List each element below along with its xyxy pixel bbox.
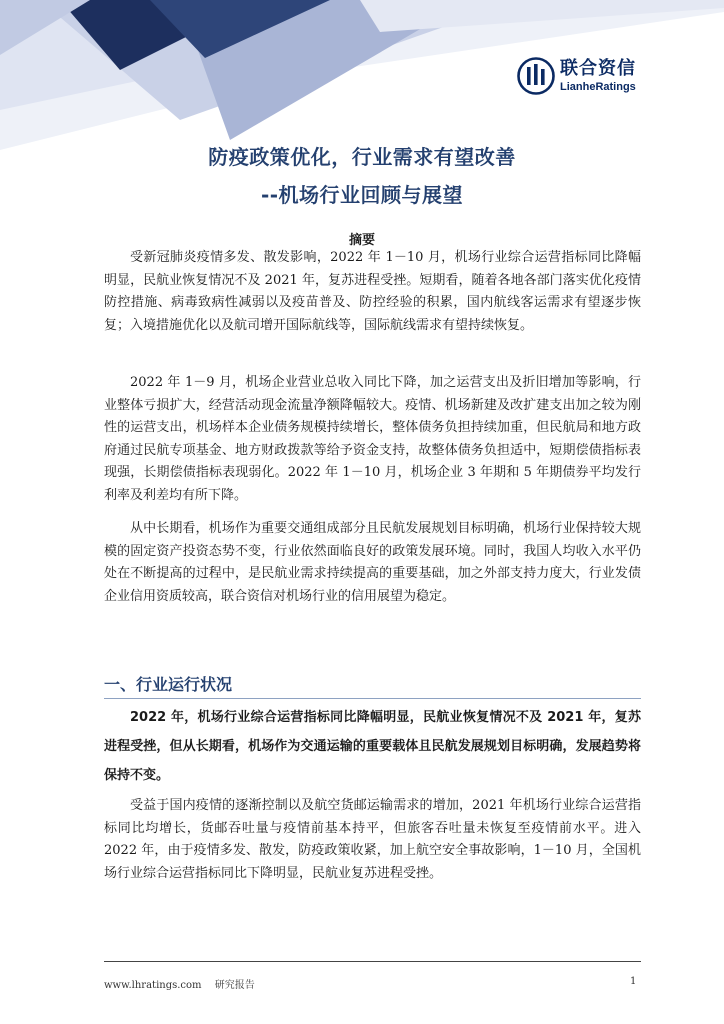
brand-logo [517, 56, 636, 96]
brand-name-cn: 联合资信 [560, 57, 636, 79]
footer-divider [104, 961, 641, 962]
footer-info [104, 976, 265, 991]
footer-doc-type: 研究报告 [214, 980, 255, 991]
section-heading: 一、行业运行状况 [104, 675, 233, 694]
page-number: 1 [630, 976, 637, 987]
report-subtitle: --机场行业回顾与展望 [260, 183, 464, 207]
section-paragraph: 受益于国内疫情的逐渐控制以及航空货邮运输需求的增加，2021 年机场行业综合运营指标同比均增长，货邮吞吐量与疫情前基本持平，但旅客吞吐量未恢复至疫情前水平。进入 2022 年，由于疫情多发、散发，防疫政策收紧，加上航空安全事故影响，1－10 月，全国机场行业综合运营指标同比下降明显，民航业复苏进程受挫。 [104, 798, 641, 881]
abstract-heading: 摘要 [348, 233, 375, 248]
abstract-paragraph: 从中长期看，机场作为重要交通组成部分且民航发展规划目标明确，机场行业保持较大规模的固定资产投资态势不变，行业依然面临良好的政策发展环境。同时，我国人均收入水平仍处在不断提高的过程中，是民航业需求持续提高的重要基础，加之外部支持力度大，行业发债企业信用资质较高，联合资信对机场行业的信用展望为稳定。 [104, 521, 641, 604]
abstract-paragraph: 受新冠肺炎疫情多发、散发影响，2022 年 1－10 月，机场行业综合运营指标同比降幅明显，民航业恢复情况不及 2021 年，复苏进程受挫。短期看，随着各地各部门落实优化疫情防控措施、病毒致病性减弱以及疫苗普及、防控经验的积累，国内航线客运需求有望逐步恢复；入境措施优化以及航司增开国际航线等，国际航线需求有望持续恢复。 [104, 250, 641, 333]
report-title: 防疫政策优化，行业需求有望改善 [208, 145, 516, 169]
abstract-paragraph: 2022 年 1－9 月，机场企业营业总收入同比下降，加之运营支出及折旧增加等影响，行业整体亏损扩大，经营活动现金流量净额降幅较大。疫情、机场新建及改扩建支出加之较为刚性的运营支出，机场样本企业债务规模持续增长，整体债务负担持续加重，但民航局和地方政府通过民航专项基金、地方财政拨款等给予资金支持，故整体债务负担适中，短期偿债指标表现强，长期偿债指标表现弱化。2022 年 1－10 月，机场企业 3 年期和 5 年期债券平均发行利率及利差均有所下降。 [104, 375, 641, 503]
section-summary: 2022 年，机场行业综合运营指标同比降幅明显，民航业恢复情况不及 2021 年，复苏进程受挫，但从长期看，机场作为交通运输的重要载体且民航发展规划目标明确，发展趋势将保持不变。 [104, 710, 641, 783]
section-divider [104, 698, 641, 699]
brand-name-en: LianheRatings [560, 80, 636, 93]
footer-website[interactable]: www.lhratings.com [104, 980, 202, 991]
lianhe-logo-icon [517, 57, 555, 95]
